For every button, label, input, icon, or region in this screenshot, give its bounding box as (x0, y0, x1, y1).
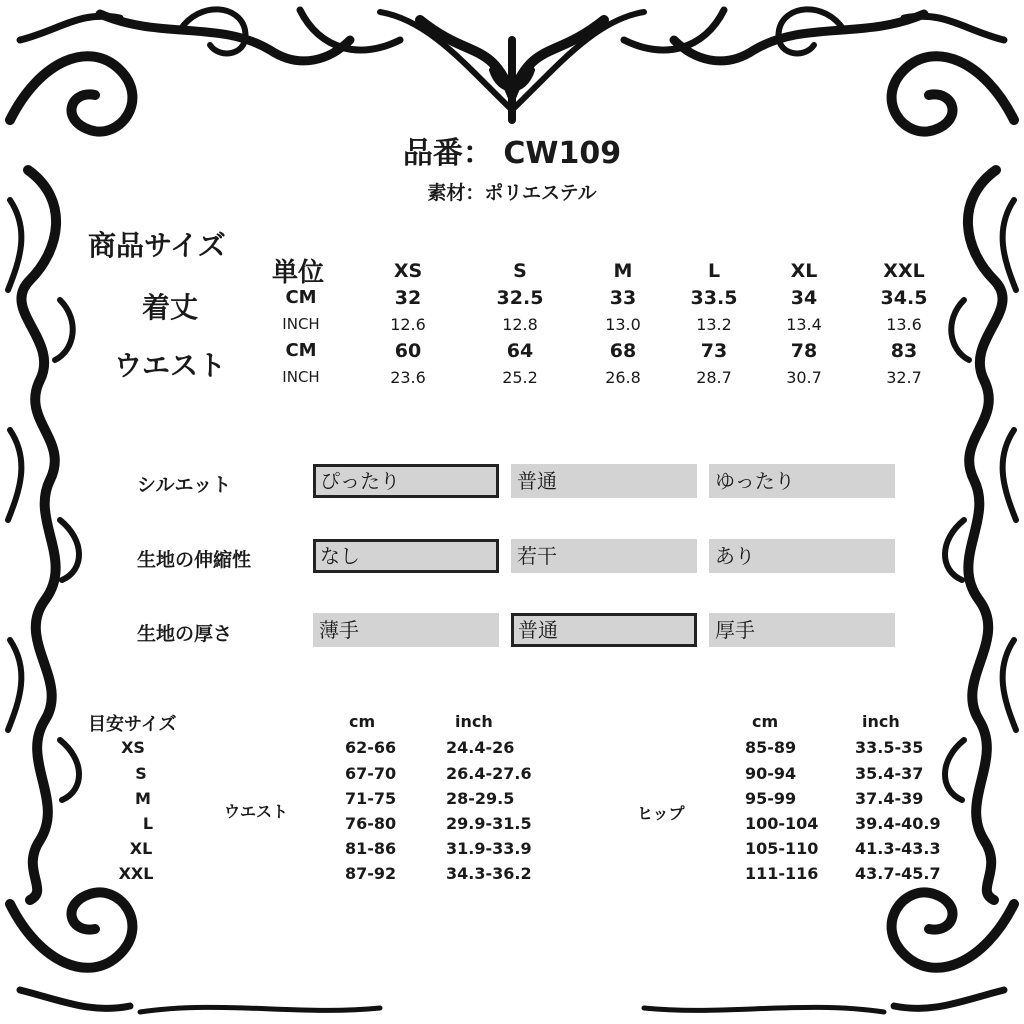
size-header: S (513, 260, 527, 282)
guide-size: L (142, 814, 154, 833)
guide-hip-cm-header: cm (752, 712, 779, 731)
guide-hip-cm: 90-94 (745, 764, 797, 783)
stretch-label: 生地の伸縮性 (137, 549, 252, 571)
guide-size: XXL (118, 864, 154, 883)
guide-waist-label: ウエスト (224, 802, 289, 821)
length-inch-cell: 13.2 (696, 315, 732, 334)
size-table-heading: 商品サイズ (88, 229, 226, 262)
length-cm-cell: 33 (609, 287, 637, 309)
length-inch-cell: 13.4 (786, 315, 822, 334)
guide-hip-cm: 111-116 (745, 864, 819, 883)
size-header: XS (393, 260, 423, 282)
unit-header: 単位 (272, 258, 325, 288)
waist-inch-cell: 23.6 (390, 368, 426, 387)
guide-hip-cm: 85-89 (745, 738, 797, 757)
unit-inch: INCH (282, 368, 320, 386)
product-code: 品番： CW109 (402, 136, 622, 171)
silhouette-option: ぴったり (313, 464, 499, 498)
guide-waist-inch: 29.9-31.5 (446, 814, 532, 833)
guide-waist-inch: 28-29.5 (446, 789, 515, 808)
silhouette-option: ゆったり (709, 464, 895, 498)
size-header: M (613, 260, 633, 282)
unit-cm: CM (285, 287, 317, 308)
guide-hip-inch: 37.4-39 (855, 789, 924, 808)
guide-waist-cm: 71-75 (345, 789, 397, 808)
thickness-label: 生地の厚さ (137, 623, 233, 645)
guide-waist-cm: 87-92 (345, 864, 397, 883)
guide-waist-inch: 26.4-27.6 (446, 764, 532, 783)
guide-hip-inch: 41.3-43.3 (855, 839, 941, 858)
guide-hip-inch: 33.5-35 (855, 738, 924, 757)
length-inch-cell: 12.8 (502, 315, 538, 334)
length-cm-cell: 34.5 (880, 287, 928, 309)
waist-cm-cell: 60 (394, 340, 422, 362)
stretch-option: あり (709, 539, 895, 573)
size-header: XL (790, 260, 818, 282)
guide-hip-cm: 105-110 (745, 839, 819, 858)
guide-size: XL (129, 839, 153, 858)
waist-inch-cell: 25.2 (502, 368, 538, 387)
length-inch-cell: 13.6 (886, 315, 922, 334)
guide-hip-inch-header: inch (862, 712, 900, 731)
length-cm-cell: 32.5 (496, 287, 544, 309)
length-inch-cell: 12.6 (390, 315, 426, 334)
guide-size: XS (121, 738, 145, 757)
guide-size: M (135, 789, 151, 808)
guide-hip-label: ヒップ (637, 804, 685, 823)
waist-cm-cell: 68 (609, 340, 637, 362)
guide-waist-inch: 24.4-26 (446, 738, 515, 757)
silhouette-label: シルエット (137, 474, 232, 496)
unit-inch: INCH (282, 315, 320, 333)
guide-waist-cm: 76-80 (345, 814, 397, 833)
unit-cm: CM (285, 340, 317, 361)
stretch-option: 若干 (511, 539, 697, 573)
waist-cm-cell: 78 (790, 340, 818, 362)
guide-waist-inch: 34.3-36.2 (446, 864, 532, 883)
guide-heading: 目安サイズ (88, 714, 177, 735)
guide-waist-cm: 67-70 (345, 764, 397, 783)
waist-cm-cell: 83 (890, 340, 918, 362)
stretch-option: なし (313, 539, 499, 573)
size-header: L (707, 260, 721, 282)
guide-size: S (135, 764, 147, 783)
thickness-option: 薄手 (313, 613, 499, 647)
guide-waist-cm-header: cm (349, 712, 376, 731)
guide-waist-cm: 62-66 (345, 738, 397, 757)
length-label: 着丈 (141, 291, 198, 324)
guide-hip-cm: 95-99 (745, 789, 797, 808)
silhouette-option: 普通 (511, 464, 697, 498)
guide-hip-inch: 35.4-37 (855, 764, 924, 783)
guide-hip-inch: 39.4-40.9 (855, 814, 941, 833)
waist-inch-cell: 28.7 (696, 368, 732, 387)
guide-waist-inch: 31.9-33.9 (446, 839, 532, 858)
guide-waist-cm: 81-86 (345, 839, 397, 858)
guide-waist-inch-header: inch (455, 712, 493, 731)
waist-inch-cell: 30.7 (786, 368, 822, 387)
thickness-option: 普通 (511, 613, 697, 647)
size-header: XXL (883, 260, 925, 282)
waist-cm-cell: 73 (700, 340, 728, 362)
waist-inch-cell: 26.8 (605, 368, 641, 387)
material-label: 素材：ポリエステル (427, 182, 597, 204)
waist-inch-cell: 32.7 (886, 368, 922, 387)
length-cm-cell: 32 (394, 287, 422, 309)
guide-hip-cm: 100-104 (745, 814, 819, 833)
length-cm-cell: 34 (790, 287, 818, 309)
length-cm-cell: 33.5 (690, 287, 738, 309)
waist-label: ウエスト (113, 349, 226, 382)
waist-cm-cell: 64 (506, 340, 534, 362)
guide-hip-inch: 43.7-45.7 (855, 864, 941, 883)
thickness-option: 厚手 (709, 613, 895, 647)
length-inch-cell: 13.0 (605, 315, 641, 334)
